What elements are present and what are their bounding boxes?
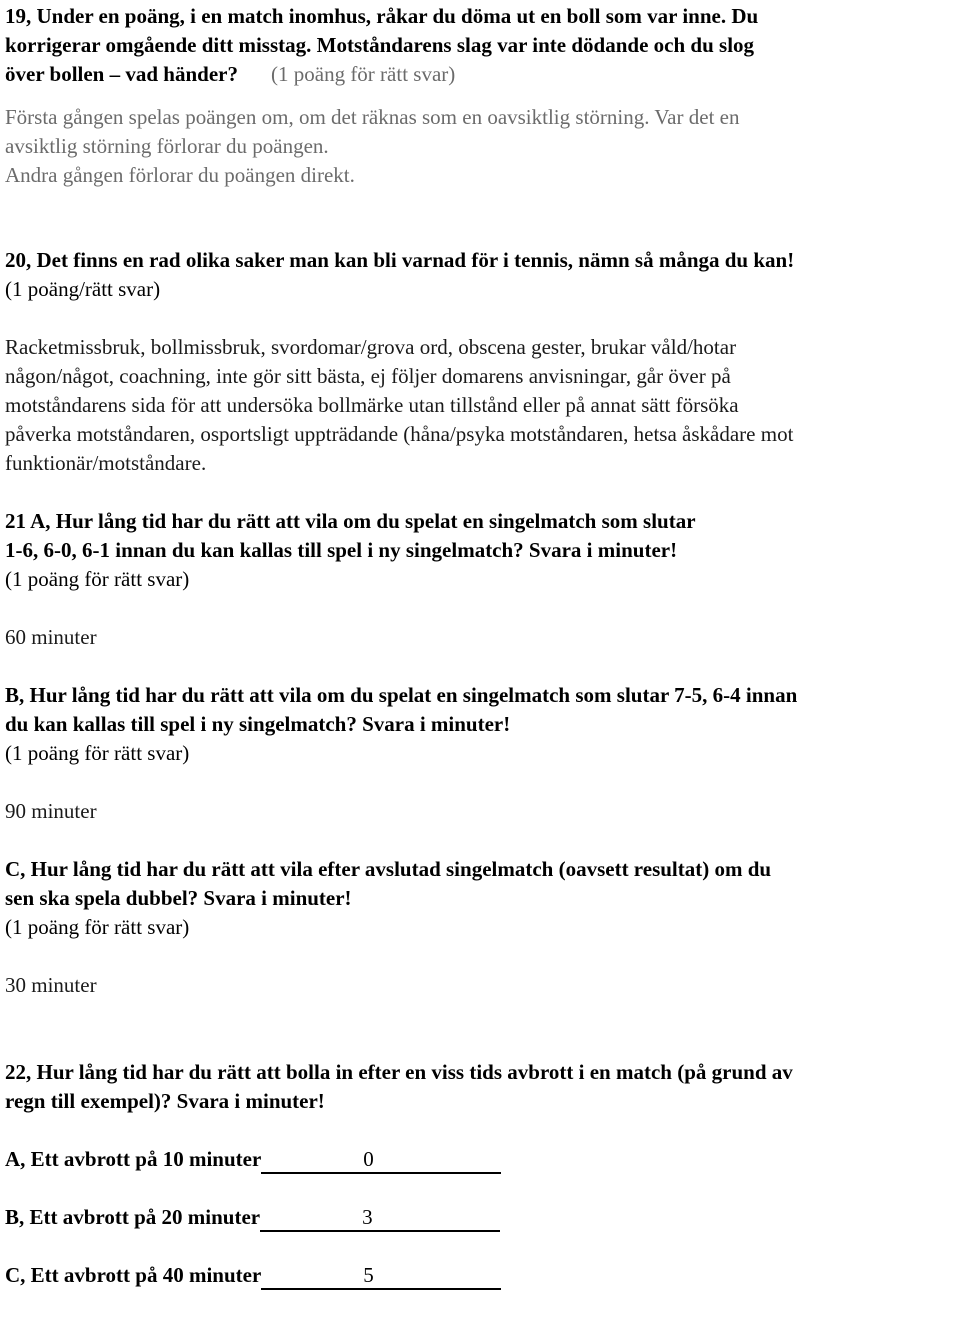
question-19-heading: 19, Under en poäng, i en match inomhus, råkar du döma ut en boll som var inne. Du korrigerar omgående ditt misstag. Motståndarens slag var inte dödande och du slog över bollen – vad händer? xyxy=(5,4,759,86)
question-19-answer: Första gången spelas poängen om, om det räknas som en oavsiktlig störning. Var det en avsiktlig störning förlorar du poängen. Andra gången förlorar du poängen direkt. xyxy=(5,105,740,187)
question-22-item-a-answer: 0 xyxy=(261,1146,501,1174)
question-22-item-b xyxy=(5,1203,960,1232)
question-22-item-a-label: A, Ett avbrott på 10 minuter xyxy=(5,1147,262,1171)
question-19 xyxy=(5,2,960,190)
question-20 xyxy=(5,246,960,478)
question-22-heading: 22, Hur lång tid har du rätt att bolla in efter en viss tids avbrott i en match (på grund av regn till exempel)? Svara i minuter! xyxy=(5,1060,793,1113)
question-21b-answer: 90 minuter xyxy=(5,799,97,823)
question-20-answer: Racketmissbruk, bollmissbruk, svordomar/grova ord, obscena gester, brukar våld/hotar någon/något, coachning, inte gör sitt bästa, ej följer domarens anvisningar, går över på motståndarens sida för att undersöka bollmärke utan tillstånd eller på annat sätt försöka påverka motståndaren, osportsligt uppträdande (håna/psyka motståndaren, hetsa åskådare mot funktionär/motståndare. xyxy=(5,335,794,475)
question-22-item-a xyxy=(5,1145,960,1174)
question-19-points: (1 poäng för rätt svar) xyxy=(271,62,456,86)
question-21 xyxy=(5,507,960,1000)
question-20-points: (1 poäng/rätt svar) xyxy=(5,277,161,301)
question-21b-points: (1 poäng för rätt svar) xyxy=(5,741,190,765)
question-22-item-b-label: B, Ett avbrott på 20 minuter xyxy=(5,1205,261,1229)
question-21b-heading: B, Hur lång tid har du rätt att vila om du spelat en singelmatch som slutar 7-5, 6-4 innan du kan kallas till spel i ny singelmatch? Svara i minuter! xyxy=(5,683,798,736)
question-22-item-c-label: C, Ett avbrott på 40 minuter xyxy=(5,1263,262,1287)
question-22-item-b-answer: 3 xyxy=(260,1204,500,1232)
question-21c-heading: C, Hur lång tid har du rätt att vila efter avslutad singelmatch (oavsett resultat) om du sen ska spela dubbel? Svara i minuter! xyxy=(5,857,772,910)
question-21c-points: (1 poäng för rätt svar) xyxy=(5,915,190,939)
question-22-item-c-answer: 5 xyxy=(261,1262,501,1290)
question-21a-heading: 21 A, Hur lång tid har du rätt att vila om du spelat en singelmatch som slutar 1-6, 6-0, 6-1 innan du kan kallas till spel i ny singelmatch? Svara i minuter! xyxy=(5,509,696,562)
question-22 xyxy=(5,1058,960,1290)
question-21c-answer: 30 minuter xyxy=(5,973,97,997)
question-21a-answer: 60 minuter xyxy=(5,625,97,649)
question-22-item-c xyxy=(5,1261,960,1290)
question-21a-points: (1 poäng för rätt svar) xyxy=(5,567,190,591)
question-20-heading: 20, Det finns en rad olika saker man kan bli varnad för i tennis, nämn så många du kan! xyxy=(5,248,795,272)
